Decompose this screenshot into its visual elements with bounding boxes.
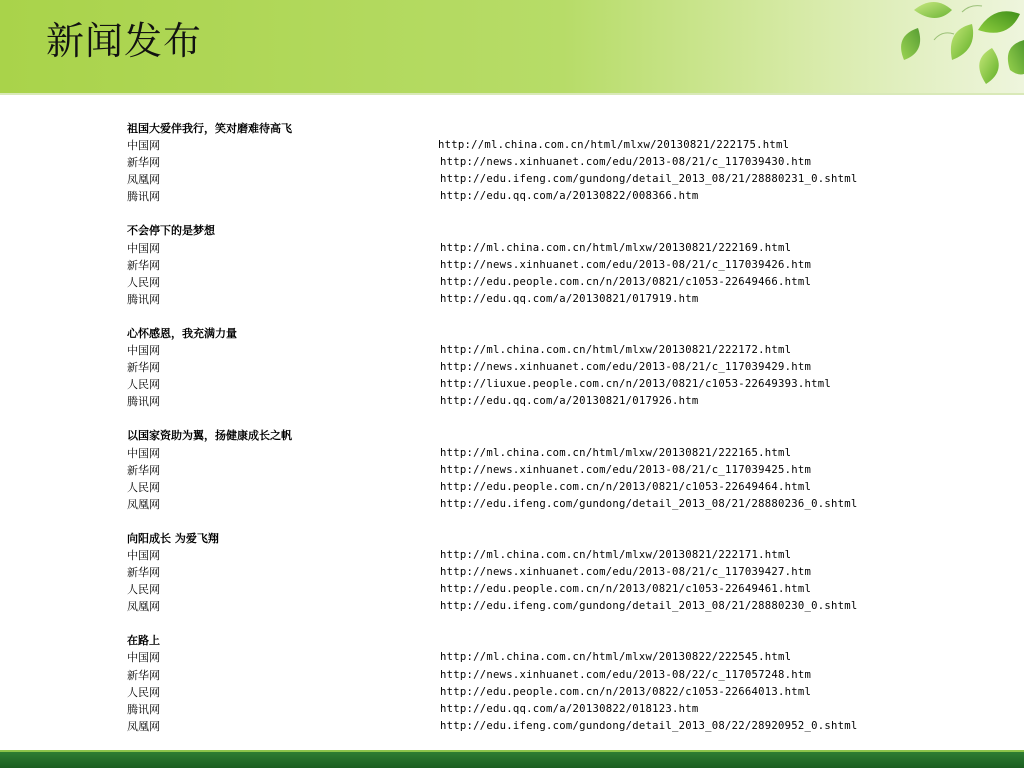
source-name: 腾讯网 [127,702,160,716]
source-name: 新华网 [127,463,160,477]
news-link-row [127,291,987,308]
source-name: 中国网 [127,344,160,358]
source-name: 新华网 [127,258,160,272]
source-name: 新华网 [127,156,160,170]
news-link-row [127,701,987,718]
news-url[interactable]: http://news.xinhuanet.com/edu/2013-08/21/c_117039429.htm [440,361,812,374]
news-url[interactable]: http://edu.people.com.cn/n/2013/0821/c1053-22649466.html [440,275,812,288]
source-name: 腾讯网 [127,190,160,204]
news-group [127,325,987,410]
news-link-row [127,479,987,496]
news-link-row [127,359,987,376]
news-link-row [127,581,987,598]
slide-title: 新闻发布 [46,19,203,63]
news-link-row [127,376,987,393]
news-url[interactable]: http://news.xinhuanet.com/edu/2013-08/22/c_117057248.htm [440,668,812,681]
news-link-row [127,393,987,410]
news-group [127,632,987,735]
news-title: 以国家资助为翼，扬健康成长之帆 [127,429,292,443]
leaves-decoration-icon [874,0,1024,120]
news-group [127,530,987,615]
source-name: 人民网 [127,378,160,392]
news-link-row [127,667,987,684]
news-link-row [127,188,987,205]
news-url[interactable]: http://ml.china.com.cn/html/mlxw/20130821/222169.html [440,241,792,254]
news-url[interactable]: http://edu.qq.com/a/20130822/008366.htm [440,190,699,203]
news-link-row [127,547,987,564]
news-url[interactable]: http://ml.china.com.cn/html/mlxw/20130821/222172.html [440,344,792,357]
source-name: 人民网 [127,275,160,289]
news-title: 不会停下的是梦想 [127,224,215,238]
news-link-row [127,342,987,359]
source-name: 中国网 [127,446,160,460]
news-url[interactable]: http://news.xinhuanet.com/edu/2013-08/21/c_117039427.htm [440,566,812,579]
news-link-row [127,137,987,154]
news-list [127,120,987,752]
news-url[interactable]: http://news.xinhuanet.com/edu/2013-08/21/c_117039426.htm [440,258,812,271]
news-link-row [127,462,987,479]
news-title: 祖国大爱伴我行，笑对磨难待高飞 [127,122,292,135]
news-link-row [127,171,987,188]
news-link-row [127,564,987,581]
source-name: 人民网 [127,480,160,494]
source-name: 腾讯网 [127,395,160,409]
news-link-row [127,649,987,666]
news-url[interactable]: http://edu.ifeng.com/gundong/detail_2013_08/21/28880230_0.shtml [440,600,858,613]
footer-band [0,752,1024,768]
news-title: 在路上 [127,634,160,648]
news-link-row [127,496,987,513]
source-name: 新华网 [127,668,160,682]
source-name: 人民网 [127,685,160,699]
news-url[interactable]: http://edu.qq.com/a/20130822/018123.htm [440,702,699,715]
news-url[interactable]: http://ml.china.com.cn/html/mlxw/20130821/222171.html [440,548,792,561]
news-link-row [127,257,987,274]
news-group [127,222,987,307]
news-url[interactable]: http://edu.ifeng.com/gundong/detail_2013_08/21/28880231_0.shtml [440,173,858,186]
news-url[interactable]: http://edu.qq.com/a/20130821/017919.htm [440,292,699,305]
news-link-row [127,718,987,735]
source-name: 凤凰网 [127,600,160,614]
news-link-row [127,240,987,257]
source-name: 新华网 [127,361,160,375]
news-url[interactable]: http://edu.people.com.cn/n/2013/0822/c1053-22664013.html [440,685,812,698]
news-link-row [127,274,987,291]
news-url[interactable]: http://edu.people.com.cn/n/2013/0821/c1053-22649461.html [440,583,812,596]
news-title: 心怀感恩，我充满力量 [127,326,237,340]
source-name: 新华网 [127,566,160,580]
source-name: 腾讯网 [127,292,160,306]
source-name: 凤凰网 [127,173,160,187]
news-url[interactable]: http://ml.china.com.cn/html/mlxw/20130822/222545.html [440,651,792,664]
news-title: 向阳成长 为爱飞翔 [127,531,219,545]
news-link-row [127,445,987,462]
news-url[interactable]: http://ml.china.com.cn/html/mlxw/20130821/222175.html [438,139,790,152]
source-name: 中国网 [127,548,160,562]
news-url[interactable]: http://news.xinhuanet.com/edu/2013-08/21/c_117039425.htm [440,463,812,476]
news-link-row [127,598,987,615]
news-link-row [127,684,987,701]
news-url[interactable]: http://ml.china.com.cn/html/mlxw/20130821/222165.html [440,446,792,459]
news-url[interactable]: http://edu.qq.com/a/20130821/017926.htm [440,395,699,408]
source-name: 凤凰网 [127,719,160,733]
news-link-row [127,154,987,171]
news-url[interactable]: http://edu.people.com.cn/n/2013/0821/c1053-22649464.html [440,480,812,493]
source-name: 中国网 [127,651,160,665]
news-url[interactable]: http://edu.ifeng.com/gundong/detail_2013_08/21/28880236_0.shtml [440,497,858,510]
source-name: 中国网 [127,241,160,255]
news-url[interactable]: http://edu.ifeng.com/gundong/detail_2013_08/22/28920952_0.shtml [440,719,858,732]
source-name: 人民网 [127,583,160,597]
source-name: 凤凰网 [127,497,160,511]
source-name: 中国网 [127,139,160,153]
news-group [127,427,987,512]
header-divider [0,93,1024,95]
news-group [127,120,987,205]
news-url[interactable]: http://news.xinhuanet.com/edu/2013-08/21/c_117039430.htm [440,156,812,169]
news-url[interactable]: http://liuxue.people.com.cn/n/2013/0821/c1053-22649393.html [440,378,832,391]
